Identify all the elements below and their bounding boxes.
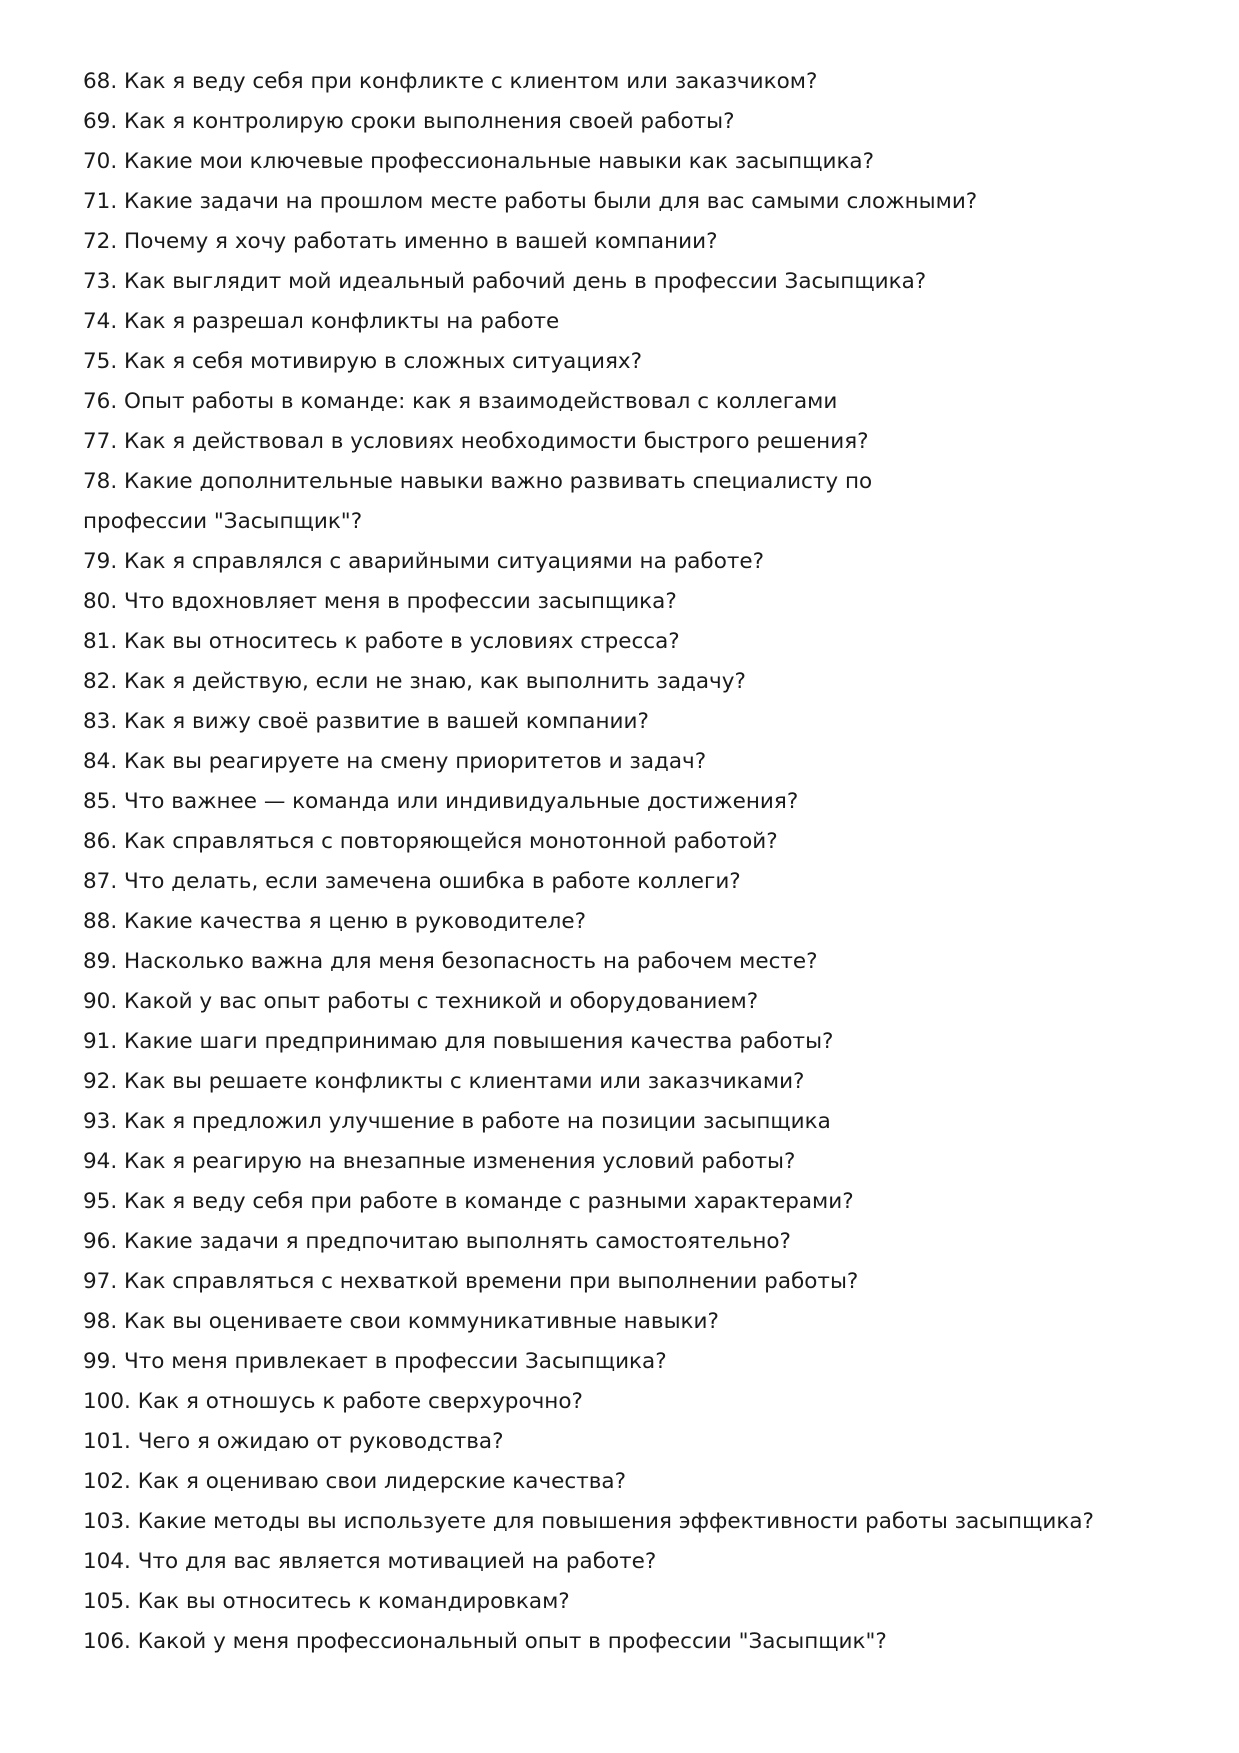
question-item: 68. Как я веду себя при конфликте с клиентом или заказчиком?	[83, 69, 818, 94]
question-item: 104. Что для вас является мотивацией на работе?	[83, 1549, 657, 1574]
question-item: 106. Какой у меня профессиональный опыт в профессии "Засыпщик"?	[83, 1629, 887, 1654]
question-item: 79. Как я справлялся с аварийными ситуациями на работе?	[83, 549, 765, 574]
question-item: 102. Как я оцениваю свои лидерские качества?	[83, 1469, 627, 1494]
question-item: 85. Что важнее — команда или индивидуальные достижения?	[83, 789, 799, 814]
question-list	[83, 62, 1163, 1662]
question-item: 80. Что вдохновляет меня в профессии засыпщика?	[83, 589, 677, 614]
question-item: 76. Опыт работы в команде: как я взаимодействовал с коллегами	[83, 389, 838, 414]
question-item: 73. Как выглядит мой идеальный рабочий день в профессии Засыпщика?	[83, 269, 927, 294]
question-item: 69. Как я контролирую сроки выполнения своей работы?	[83, 109, 735, 134]
question-item: 105. Как вы относитесь к командировкам?	[83, 1589, 570, 1614]
question-item: 87. Что делать, если замечена ошибка в работе коллеги?	[83, 869, 741, 894]
question-item: 75. Как я себя мотивирую в сложных ситуациях?	[83, 349, 643, 374]
question-item: 98. Как вы оцениваете свои коммуникативные навыки?	[83, 1309, 719, 1334]
question-item: 83. Как я вижу своё развитие в вашей компании?	[83, 709, 649, 734]
question-item: 91. Какие шаги предпринимаю для повышения качества работы?	[83, 1029, 834, 1054]
question-item: 86. Как справляться с повторяющейся монотонной работой?	[83, 829, 778, 854]
question-item: 99. Что меня привлекает в профессии Засыпщика?	[83, 1349, 667, 1374]
question-item: 89. Насколько важна для меня безопасность на рабочем месте?	[83, 949, 818, 974]
question-item: 97. Как справляться с нехваткой времени при выполнении работы?	[83, 1269, 859, 1294]
question-item: 71. Какие задачи на прошлом месте работы были для вас самыми сложными?	[83, 189, 978, 214]
question-item: 94. Как я реагирую на внезапные изменения условий работы?	[83, 1149, 796, 1174]
question-item: 81. Как вы относитесь к работе в условиях стресса?	[83, 629, 680, 654]
question-item: 82. Как я действую, если не знаю, как выполнить задачу?	[83, 669, 746, 694]
question-item: 103. Какие методы вы используете для повышения эффективности работы засыпщика?	[83, 1509, 1094, 1534]
question-item: 101. Чего я ожидаю от руководства?	[83, 1429, 504, 1454]
question-item: 72. Почему я хочу работать именно в вашей компании?	[83, 229, 718, 254]
question-item: 95. Как я веду себя при работе в команде с разными характерами?	[83, 1189, 854, 1214]
question-item: 84. Как вы реагируете на смену приоритетов и задач?	[83, 749, 707, 774]
question-item: 70. Какие мои ключевые профессиональные навыки как засыпщика?	[83, 149, 875, 174]
question-item: 96. Какие задачи я предпочитаю выполнять самостоятельно?	[83, 1229, 791, 1254]
question-item: 78. Какие дополнительные навыки важно развивать специалисту по профессии "Засыпщик"?	[83, 469, 873, 534]
question-item: 74. Как я разрешал конфликты на работе	[83, 309, 560, 334]
question-item: 92. Как вы решаете конфликты с клиентами или заказчиками?	[83, 1069, 805, 1094]
question-item: 88. Какие качества я ценю в руководителе?	[83, 909, 587, 934]
question-item: 77. Как я действовал в условиях необходимости быстрого решения?	[83, 429, 869, 454]
question-item: 90. Какой у вас опыт работы с техникой и оборудованием?	[83, 989, 759, 1014]
question-item: 100. Как я отношусь к работе сверхурочно?	[83, 1389, 583, 1414]
question-item: 93. Как я предложил улучшение в работе на позиции засыпщика	[83, 1109, 831, 1134]
